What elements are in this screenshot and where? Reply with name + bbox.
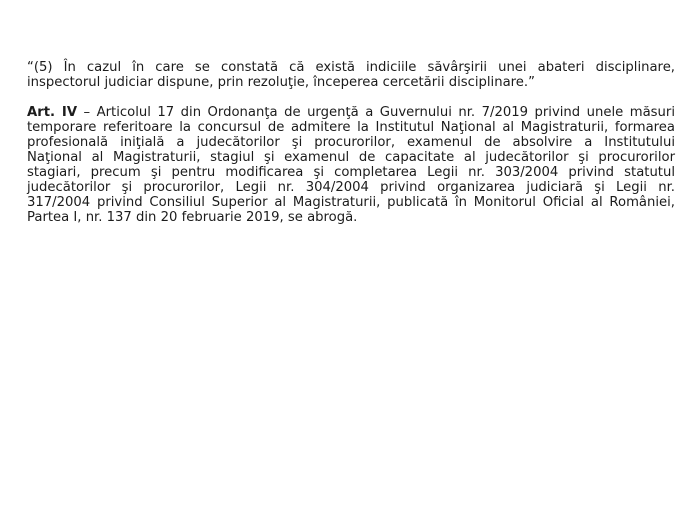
paragraph-line: inspectorul judiciar dispune, prin rezoluţie, începerea cercetării disciplinare.” (27, 75, 535, 90)
paragraph-line: “(5) În cazul în care se constată că există indiciile săvârşirii unei abateri disciplinare, (27, 60, 675, 75)
article-label: Art. IV (27, 105, 78, 120)
paragraph-line: temporare referitoare la concursul de admitere la Institutul Naţional al Magistraturii, formarea (27, 120, 675, 135)
paragraph-line: Naţional al Magistraturii, stagiul şi examenul de capacitate al judecătorilor şi procurorilor (27, 150, 675, 165)
paragraph-line: judecătorilor şi procurorilor, Legii nr. 304/2004 privind organizarea judiciară şi Legii nr. (27, 180, 675, 195)
paragraph-line (27, 105, 675, 120)
paragraph-line: stagiari, precum şi pentru modificarea şi completarea Legii nr. 303/2004 privind statutul (27, 165, 675, 180)
paragraph-line: Partea I, nr. 137 din 20 februarie 2019, se abrogă. (27, 210, 358, 225)
article-first-line-text: – Articolul 17 din Ordonanţa de urgenţă a Guvernului nr. 7/2019 privind unele măsuri (77, 105, 675, 120)
document-body (27, 60, 675, 225)
paragraph-article-iv (27, 105, 675, 225)
paragraph-amendment-5 (27, 60, 675, 90)
paragraph-line: 317/2004 privind Consiliul Superior al Magistraturii, publicată în Monitorul Oficial al României, (27, 195, 675, 210)
paragraph-line: profesională iniţială a judecătorilor şi procurorilor, examenul de absolvire a Institutului (27, 135, 675, 150)
